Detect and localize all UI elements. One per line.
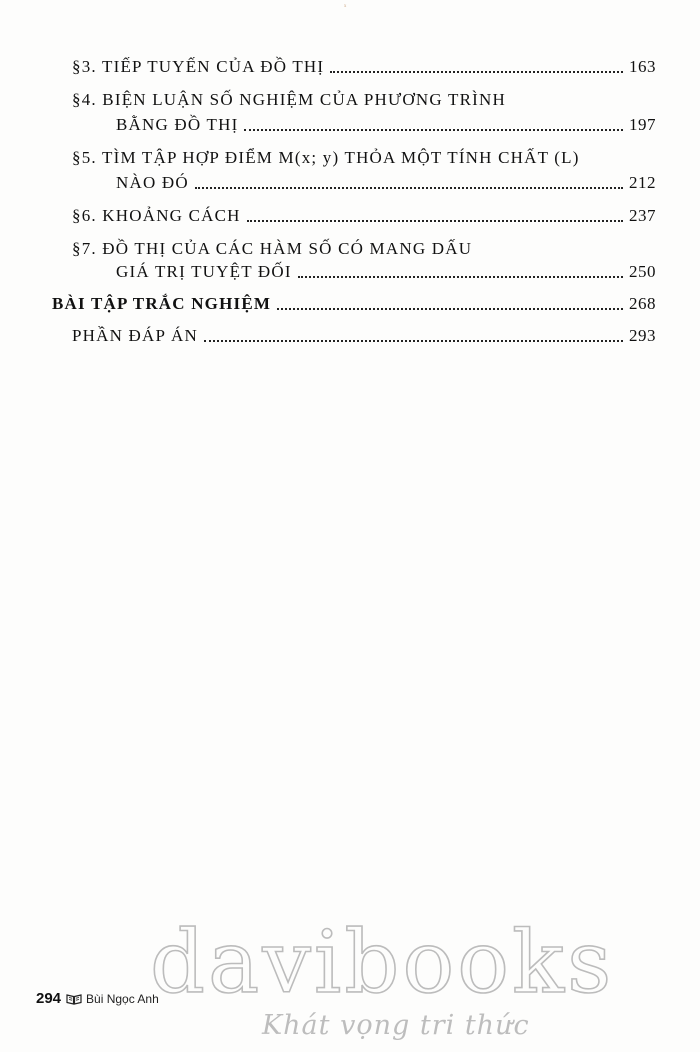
toc-page-number: 237	[629, 206, 656, 225]
toc-entry-title: §6. KHOẢNG CÁCH	[72, 206, 241, 225]
toc-entry-title: §4. BIỆN LUẬN SỐ NGHIỆM CỦA PHƯƠNG TRÌNH	[72, 90, 506, 109]
dot-leader	[244, 129, 623, 131]
toc-entry-title: §7. ĐỒ THỊ CỦA CÁC HÀM SỐ CÓ MANG DẤU	[72, 239, 473, 258]
toc-entry-title: BÀI TẬP TRẮC NGHIỆM	[52, 294, 272, 313]
author-name: Bùi Ngọc Anh	[86, 991, 159, 1006]
toc-page-number: 268	[629, 294, 656, 313]
ink-speck: ˣ	[344, 2, 347, 11]
dot-leader	[277, 308, 623, 310]
dot-leader	[204, 340, 623, 342]
toc-page-number: 293	[629, 326, 656, 345]
watermark-brand: davibooks	[150, 913, 615, 1013]
toc-page-number: 197	[629, 115, 656, 134]
dot-leader	[195, 187, 623, 189]
dot-leader	[330, 71, 623, 73]
toc-entry-title-continued: GIÁ TRỊ TUYỆT ĐỐI	[116, 262, 292, 281]
toc-entry-title: PHẦN ĐÁP ÁN	[72, 326, 198, 345]
toc-page-number: 163	[629, 57, 656, 76]
dot-leader	[298, 276, 623, 278]
toc-page-number: 250	[629, 262, 656, 281]
toc-entry-title: §5. TÌM TẬP HỢP ĐIỂM M(x; y) THỎA MỘT TÍNH CHẤT (L)	[72, 148, 580, 167]
toc-entry-title-continued: BẰNG ĐỒ THỊ	[116, 115, 239, 134]
watermark-tagline: Khát vọng tri thức	[262, 1010, 530, 1041]
toc-entry-title: §3. TIẾP TUYẾN CỦA ĐỒ THỊ	[72, 57, 325, 76]
dot-leader	[247, 220, 623, 222]
book-icon	[66, 993, 82, 1005]
page-number: 294	[36, 990, 62, 1007]
toc-entry-title-continued: NÀO ĐÓ	[116, 173, 189, 192]
page-footer	[36, 990, 159, 1007]
toc-page-number: 212	[629, 173, 656, 192]
